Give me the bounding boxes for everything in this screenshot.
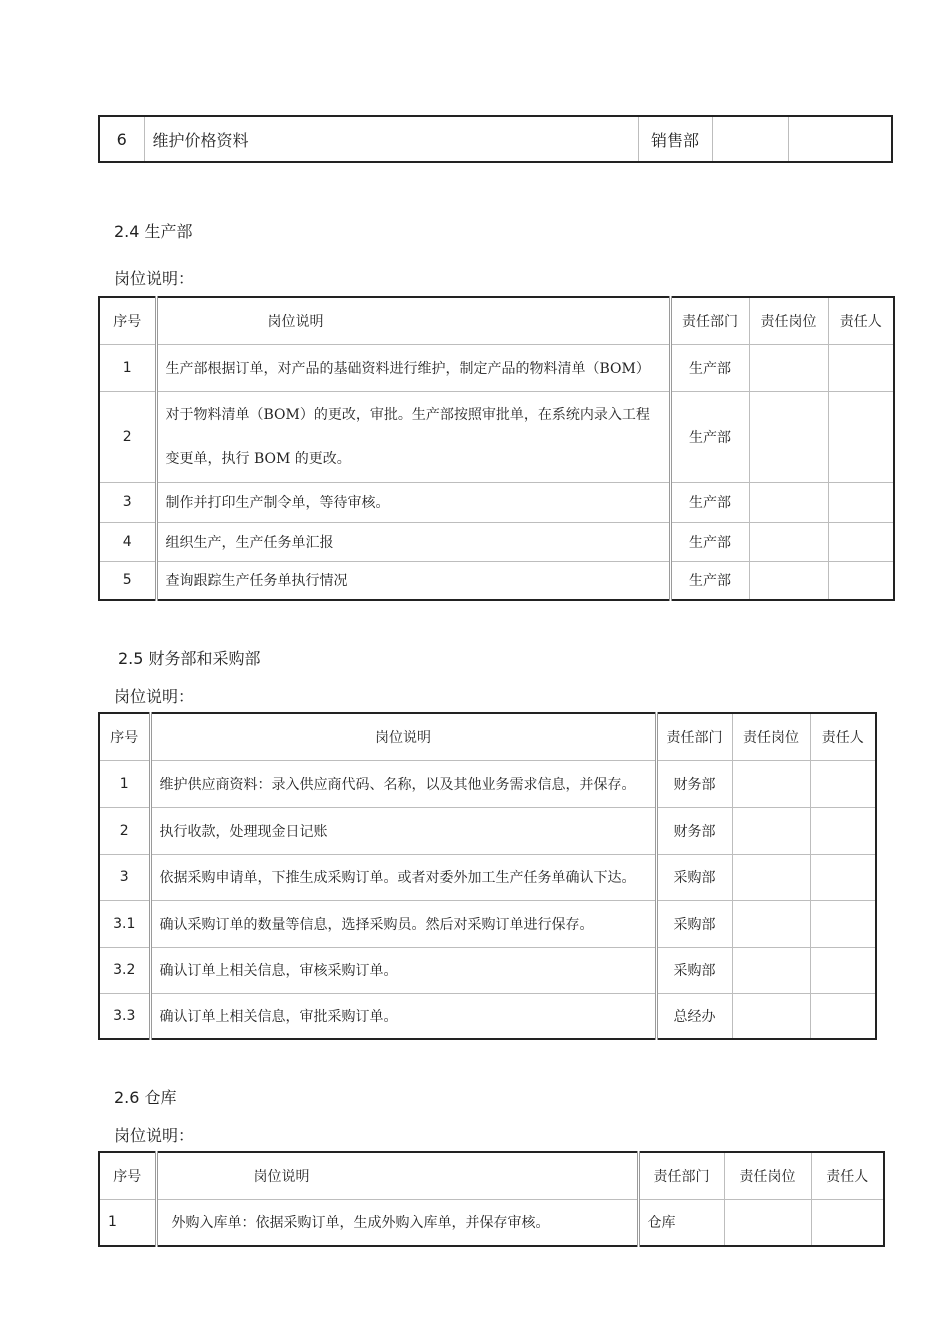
table-row: 3 制作并打印生产制令单，等待审核。 生产部 [99,482,894,522]
table-warehouse [98,1151,885,1247]
header-person: 责任人 [828,297,894,344]
section-subtitle: 岗位说明： [114,1126,195,1145]
section-heading-warehouse: 2.6 仓库 [114,1088,177,1107]
table-continuation [98,115,893,163]
header-seq: 序号 [99,297,156,344]
table-row: 3.2 确认订单上相关信息，审核采购订单。 采购部 [99,947,876,993]
section-subtitle: 岗位说明： [114,687,195,706]
table-row: 2 对于物料清单（BOM）的更改，审批。生产部按照审批单，在系统内录入工程变更单，执行 BOM 的更改。 生产部 [99,391,894,482]
table-row: 3.1 确认采购订单的数量等信息，选择采购员。然后对采购订单进行保存。 采购部 [99,900,876,947]
row-dept: 销售部 [638,116,712,162]
section-subtitle: 岗位说明： [114,269,195,288]
table-row [99,116,892,162]
header-dept: 责任部门 [670,297,749,344]
table-row: 1 外购入库单：依据采购订单，生成外购入库单，并保存审核。 仓库 [99,1199,884,1246]
row-desc: 维护价格资料 [144,116,638,162]
table-row: 3 依据采购申请单，下推生成采购订单。或者对委外加工生产任务单确认下达。 采购部 [99,854,876,900]
row-seq: 6 [99,116,144,162]
table-header-row: 序号 岗位说明 责任部门 责任岗位 责任人 [99,1152,884,1199]
table-production [98,296,895,601]
row-person [788,116,892,162]
row-post [712,116,788,162]
table-row: 5 查询跟踪生产任务单执行情况 生产部 [99,561,894,600]
table-row: 2 执行收款，处理现金日记账 财务部 [99,807,876,854]
table-row: 1 生产部根据订单，对产品的基础资料进行维护，制定产品的物料清单（BOM） 生产部 [99,344,894,391]
table-row: 1 维护供应商资料：录入供应商代码、名称，以及其他业务需求信息，并保存。 财务部 [99,760,876,807]
table-header-row [99,297,894,344]
table-row: 3.3 确认订单上相关信息，审批采购订单。 总经办 [99,993,876,1039]
table-header-row: 序号 岗位说明 责任部门 责任岗位 责任人 [99,713,876,760]
section-heading-production: 2.4 生产部 [114,222,193,241]
section-heading-finance-purchasing: 2.5 财务部和采购部 [118,649,261,668]
table-finance-purchasing [98,712,877,1040]
header-post: 责任岗位 [749,297,828,344]
table-row: 4 组织生产，生产任务单汇报 生产部 [99,522,894,561]
header-desc: 岗位说明 [156,297,670,344]
